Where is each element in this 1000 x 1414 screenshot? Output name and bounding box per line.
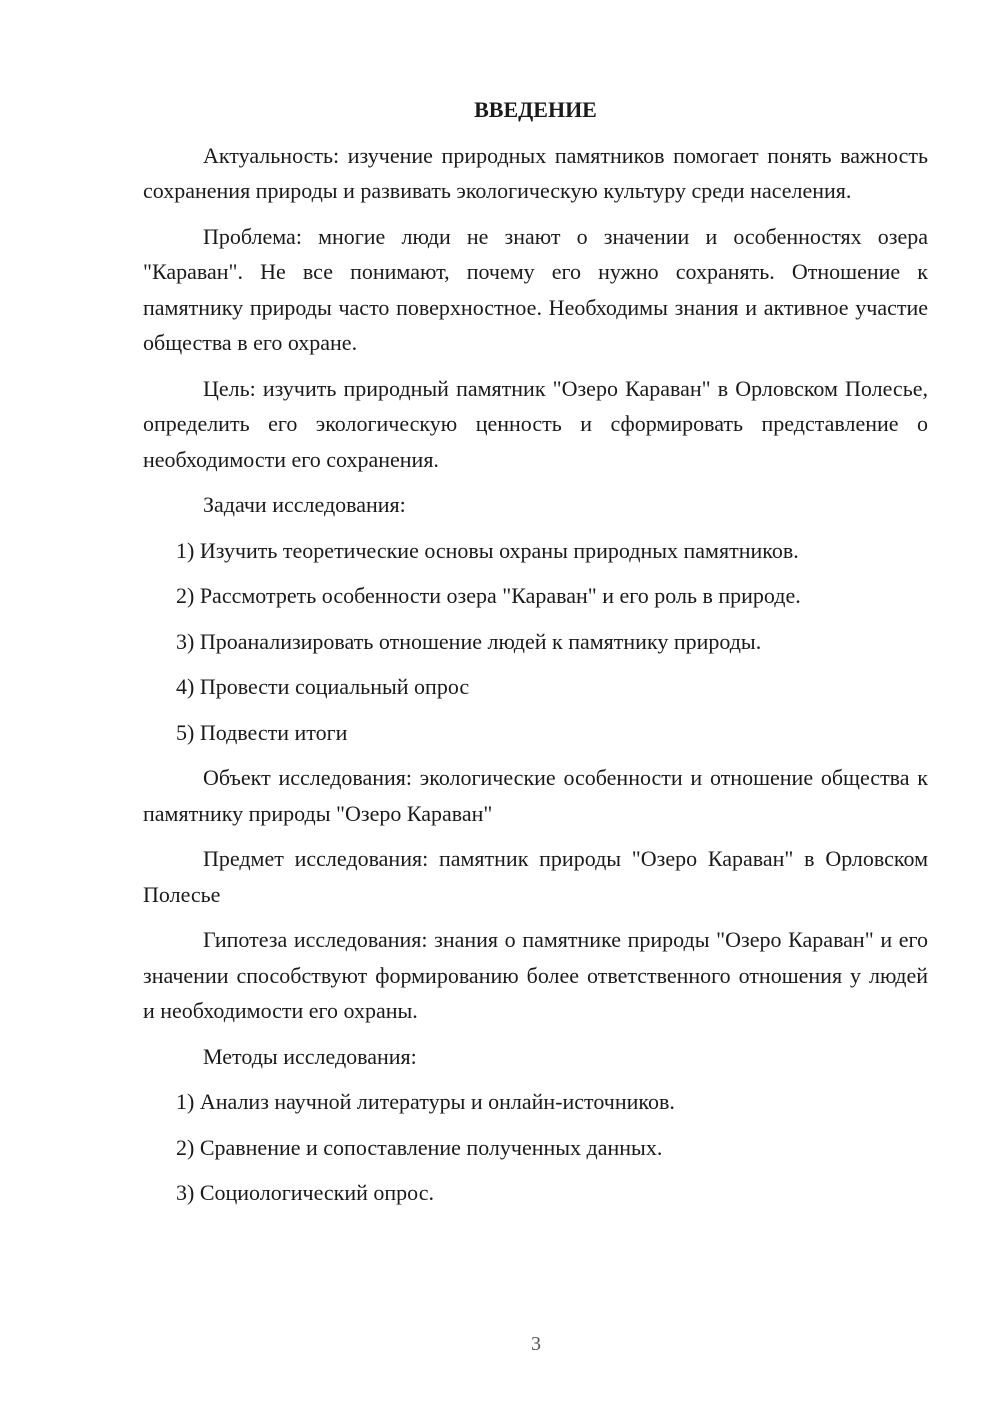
task-item: 1) Изучить теоретические основы охраны природных памятников. (176, 537, 799, 563)
task-item: 2) Рассмотреть особенности озера "Караван" и его роль в природе. (176, 583, 801, 608)
relevance-paragraph: Актуальность: изучение природных памятников помогает понять важность сохранения природы и развивать экологическую культуру среди населения. (143, 142, 928, 203)
tasks-list (143, 533, 928, 751)
tasks-heading: Задачи исследования: (203, 492, 406, 517)
hypothesis-paragraph: Гипотеза исследования: знания о памятнике природы "Озеро Караван" и его значении способствуют формированию более ответственного отношения у людей и необходимости его охраны. (143, 927, 928, 1023)
task-item: 5) Подвести итоги (176, 719, 348, 745)
object-paragraph: Объект исследования: экологические особенности и отношение общества к памятнику природы "Озеро Караван" (143, 765, 928, 826)
problem-paragraph: Проблема: многие люди не знают о значении и особенностях озера "Караван". Не все понимают, почему его нужно сохранять. Отношение к памятнику природы часто поверхностное. Необходимы знания и активное участие общества в его охране. (143, 223, 928, 355)
method-item: 3) Социологический опрос. (176, 1180, 434, 1205)
methods-list (143, 1084, 928, 1211)
document-page (143, 92, 928, 1221)
task-item: 3) Проанализировать отношение людей к памятнику природы. (176, 628, 762, 654)
method-item: 1) Анализ научной литературы и онлайн-источников. (176, 1089, 675, 1114)
page-title: ВВЕДЕНИЕ (474, 97, 597, 122)
method-item: 2) Сравнение и сопоставление полученных данных. (176, 1134, 663, 1160)
page-number: 3 (531, 1333, 541, 1355)
subject-paragraph: Предмет исследования: памятник природы "Озеро Караван" в Орловском Полесье (143, 846, 928, 907)
methods-heading: Методы исследования: (203, 1043, 417, 1069)
goal-paragraph: Цель: изучить природный памятник "Озеро Караван" в Орловском Полесье, определить его экологическую ценность и сформировать представление о необходимости его сохранения. (143, 375, 928, 472)
task-item: 4) Провести социальный опрос (176, 674, 470, 699)
